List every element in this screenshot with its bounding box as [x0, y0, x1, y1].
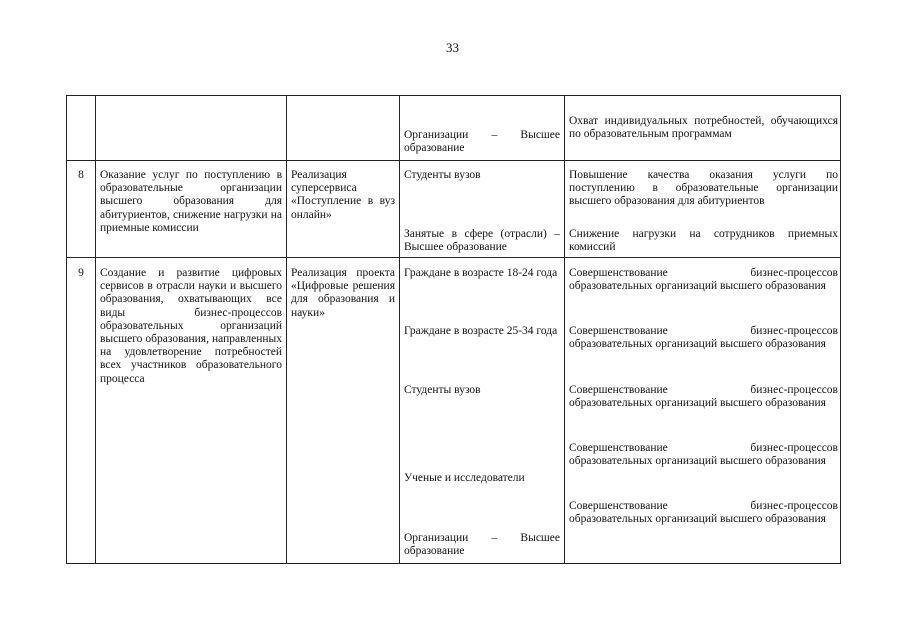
table-row-1-effect: Охват индивидуальных потребностей, обучающихся по образовательным программам: [569, 115, 838, 141]
table-row-8-service: Оказание услуг по поступлению в образовательные организации высшего образования для абитуриентов, снижение нагрузки на приемные комиссии: [100, 169, 282, 234]
table-row-8-effect-1: Повышение качества оказания услуги по поступлению в образовательные организации высшего образования для абитуриентов: [569, 169, 838, 208]
column-divider: [399, 96, 400, 563]
table-row-9-target-5: Организации – Высшее образование: [404, 532, 560, 558]
table-row-8-target-2: Занятые в сфере (отрасли) – Высшее образование: [404, 228, 560, 254]
table-row-9-target-4: Ученые и исследователи: [404, 472, 525, 484]
table-row-9-effect-3: Совершенствование бизнес-процессов образовательных организаций высшего образования: [569, 384, 838, 410]
table-row-8-project: Реализация суперсервиса «Поступление в вуз онлайн»: [291, 169, 395, 221]
column-divider: [95, 96, 96, 563]
table-row-8-target-1: Студенты вузов: [404, 169, 481, 181]
table-row-9-effect-4: Совершенствование бизнес-процессов образовательных организаций высшего образования: [569, 442, 838, 468]
table-row-9-target-3: Студенты вузов: [404, 384, 481, 396]
page-number: 33: [446, 40, 459, 55]
table-row-9-target-1: Граждане в возрасте 18-24 года: [404, 267, 558, 279]
table-row-9-project: Реализация проекта «Цифровые решения для образования и науки»: [291, 267, 395, 319]
table-row-9-effect-1: Совершенствование бизнес-процессов образовательных организаций высшего образования: [569, 267, 838, 293]
table-row-9-service: Создание и развитие цифровых сервисов в отрасли науки и высшего образования, охватывающих все виды бизнес-процессов образовательных организаций высшего образования, направленных на удовлетворение потребностей всех участников образовательного процесса: [100, 267, 282, 385]
table-row-9-effect-2: Совершенствование бизнес-процессов образовательных организаций высшего образования: [569, 325, 838, 351]
table-row-9-target-2: Граждане в возрасте 25-34 года: [404, 325, 558, 337]
row-divider: [67, 257, 840, 258]
table-row-9-effect-5: Совершенствование бизнес-процессов образовательных организаций высшего образования: [569, 500, 838, 526]
table-row-8-number: 8: [78, 169, 84, 181]
table-row-9-number: 9: [78, 267, 84, 279]
column-divider: [286, 96, 287, 563]
row-divider: [67, 160, 840, 161]
services-table: [66, 95, 841, 564]
table-row-1-target: Организации – Высшее образование: [404, 129, 560, 155]
table-row-8-effect-2: Снижение нагрузки на сотрудников приемных комиссий: [569, 228, 838, 254]
column-divider: [564, 96, 565, 563]
